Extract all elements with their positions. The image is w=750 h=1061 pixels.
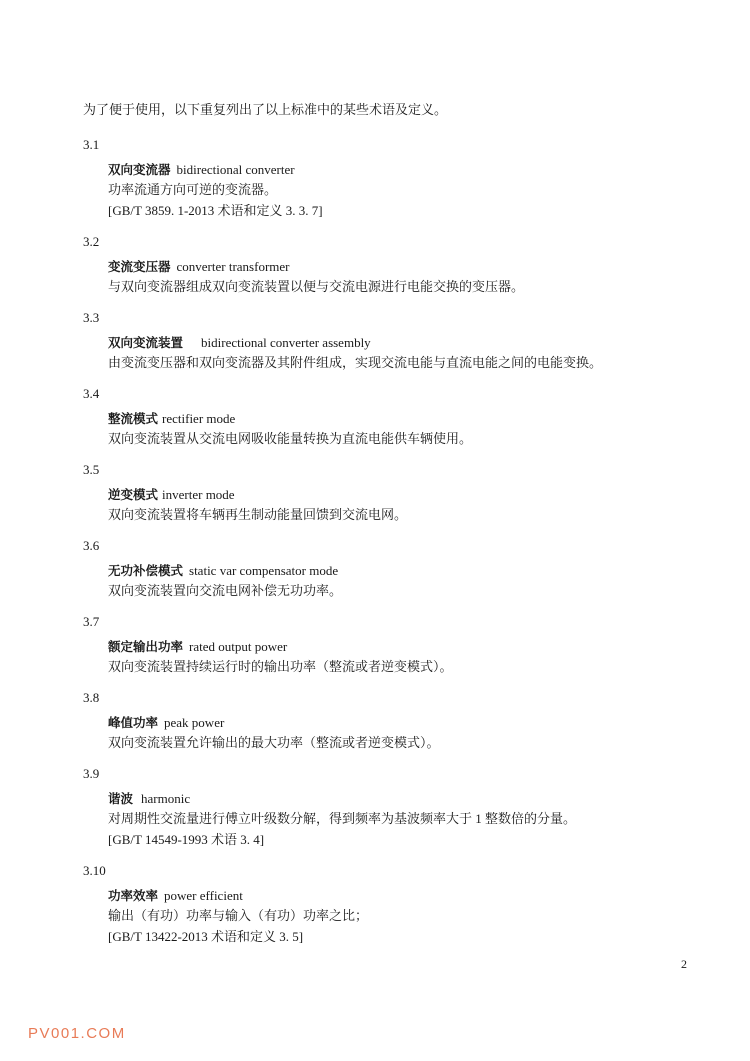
term-heading (108, 410, 235, 428)
term-chinese: 逆变模式 (108, 487, 159, 502)
term-english: peak power (164, 715, 225, 730)
term-reference: [GB/T 14549-1993 术语 3. 4] (108, 832, 265, 847)
clause-number: 3.10 (83, 863, 106, 878)
term-heading (108, 258, 290, 276)
clause-number: 3.7 (83, 614, 100, 629)
term-chinese: 无功补偿模式 (108, 563, 184, 578)
term-english: bidirectional converter assembly (201, 335, 371, 350)
term-chinese: 谐波 (108, 791, 134, 806)
term-definition: 双向变流装置持续运行时的输出功率（整流或者逆变模式）。 (108, 659, 453, 674)
term-chinese: 整流模式 (108, 411, 159, 426)
term-heading (108, 887, 243, 905)
term-heading (108, 790, 190, 808)
intro-paragraph: 为了便于使用，以下重复列出了以上标准中的某些术语及定义。 (83, 102, 448, 117)
term-definition: 双向变流装置向交流电网补偿无功功率。 (108, 583, 343, 598)
term-heading (108, 714, 224, 732)
term-heading (108, 486, 235, 504)
term-heading (108, 638, 287, 656)
term-definition: 对周期性交流量进行傅立叶级数分解，得到频率为基波频率大于 1 整数倍的分量。 (108, 811, 577, 826)
term-chinese: 变流变压器 (108, 259, 171, 274)
site-watermark: PV001.COM (28, 1025, 126, 1042)
term-heading (108, 562, 338, 580)
term-chinese: 功率效率 (108, 888, 159, 903)
term-definition: 与双向变流器组成双向变流装置以便与交流电源进行电能交换的变压器。 (108, 279, 525, 294)
term-reference: [GB/T 13422-2013 术语和定义 3. 5] (108, 929, 304, 944)
term-heading (108, 334, 371, 352)
term-english: inverter mode (162, 487, 235, 502)
term-definition: 由变流变压器和双向变流器及其附件组成，实现交流电能与直流电能之间的电能变换。 (108, 355, 603, 370)
term-english: bidirectional converter (176, 162, 295, 177)
term-definition: 双向变流装置允许输出的最大功率（整流或者逆变模式）。 (108, 735, 440, 750)
term-definition: 功率流通方向可逆的变流器。 (108, 182, 278, 197)
clause-number: 3.4 (83, 386, 100, 401)
clause-number: 3.1 (83, 137, 100, 152)
term-chinese: 额定输出功率 (108, 639, 184, 654)
term-english: harmonic (141, 791, 191, 806)
term-english: power efficient (164, 888, 243, 903)
term-chinese: 双向变流器 (108, 162, 171, 177)
term-english: rated output power (189, 639, 288, 654)
term-definition: 双向变流装置从交流电网吸收能量转换为直流电能供车辆使用。 (108, 431, 473, 446)
clause-number: 3.9 (83, 766, 100, 781)
term-heading (108, 161, 295, 179)
term-chinese: 峰值功率 (108, 715, 159, 730)
term-english: static var compensator mode (189, 563, 339, 578)
clause-number: 3.2 (83, 234, 100, 249)
clause-number: 3.6 (83, 538, 100, 553)
term-english: converter transformer (176, 259, 290, 274)
page-number: 2 (681, 957, 687, 971)
term-reference: [GB/T 3859. 1-2013 术语和定义 3. 3. 7] (108, 203, 323, 218)
term-definition: 输出（有功）功率与输入（有功）功率之比； (108, 908, 369, 923)
clause-number: 3.8 (83, 690, 100, 705)
term-english: rectifier mode (162, 411, 236, 426)
clause-number: 3.3 (83, 310, 100, 325)
term-chinese: 双向变流装置 (108, 335, 184, 350)
term-definition: 双向变流装置将车辆再生制动能量回馈到交流电网。 (108, 507, 408, 522)
clause-number: 3.5 (83, 462, 100, 477)
